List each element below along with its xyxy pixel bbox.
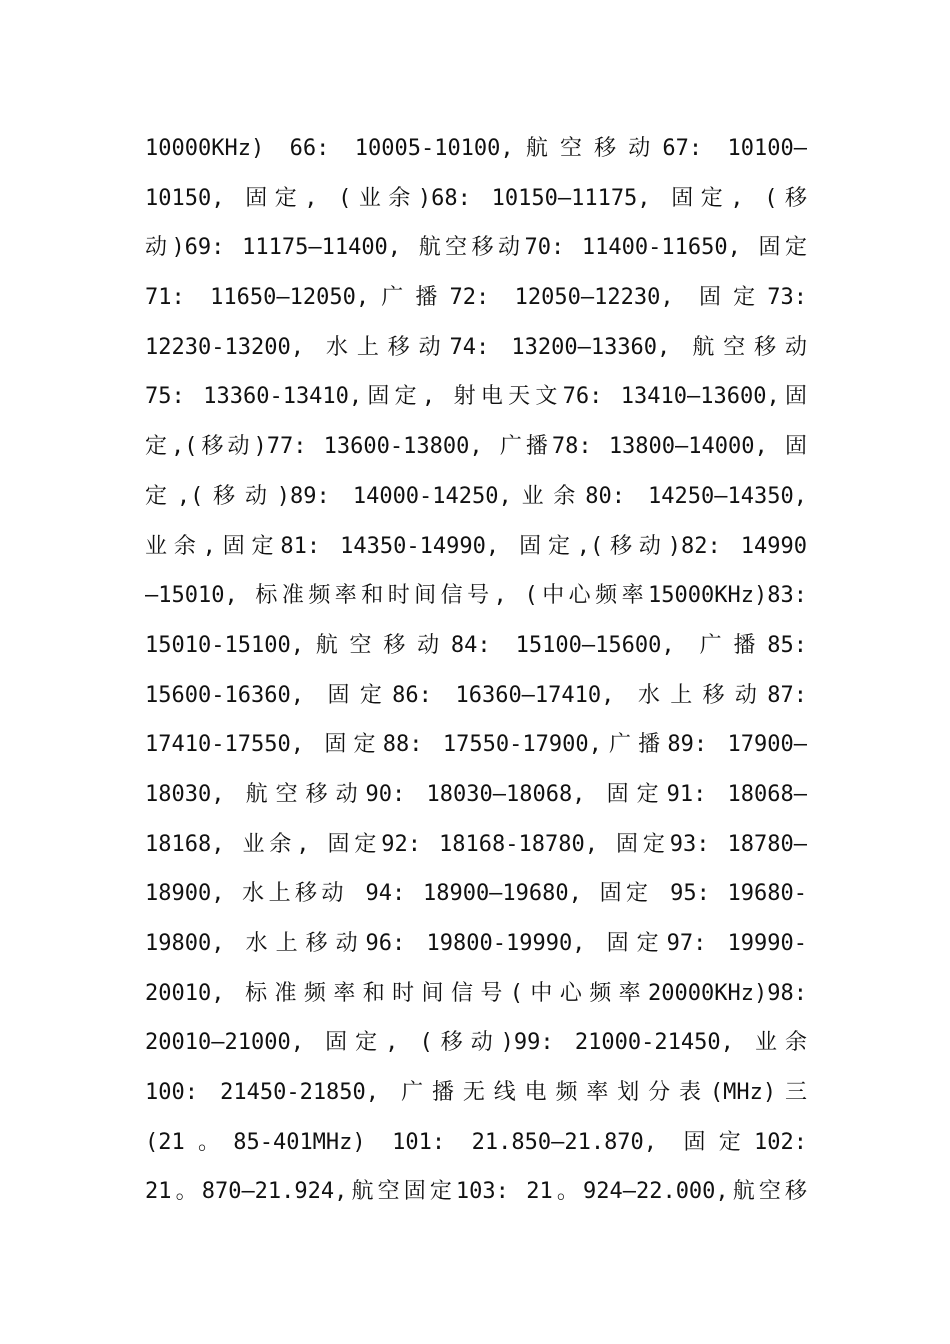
- text-line: 动)69: 11175—11400, 航空移动70: 11400-11650, 固定: [145, 235, 807, 261]
- text-line: 18030, 航空移动90: 18030—18068, 固定91: 18068—: [145, 781, 807, 807]
- text-line: 15600-16360, 固定86: 16360—17410, 水上移动87:: [145, 682, 807, 708]
- text-line: 定,(移动)89: 14000-14250,业余80: 14250—14350,: [145, 483, 807, 509]
- text-line: 业余,固定81: 14350-14990, 固定,(移动)82: 14990: [145, 533, 807, 559]
- document-body-text: [145, 124, 807, 1217]
- text-line: (21。85-401MHz) 101: 21.850—21.870, 固定102:: [145, 1129, 807, 1155]
- text-line: 10000KHz) 66: 10005-10100,航空移动67: 10100—: [145, 136, 807, 161]
- text-line: —15010, 标准频率和时间信号, (中心频率15000KHz)83:: [145, 583, 807, 609]
- text-line: 21。870—21.924,航空固定103: 21。924—22.000,航空移: [145, 1179, 807, 1205]
- text-line: 75: 13360-13410,固定, 射电天文76: 13410—13600,固: [145, 384, 807, 410]
- text-line: 定,(移动)77: 13600-13800, 广播78: 13800—14000, 固: [145, 434, 807, 460]
- text-line: 20010—21000, 固定, (移动)99: 21000-21450, 业余: [145, 1030, 807, 1056]
- text-line: 71: 11650—12050,广播72: 12050—12230, 固定73:: [145, 285, 807, 311]
- text-line: 15010-15100,航空移动84: 15100—15600, 广播85:: [145, 632, 807, 658]
- text-line: 17410-17550, 固定88: 17550-17900,广播89: 17900—: [145, 732, 807, 758]
- text-line: 20010, 标准频率和时间信号(中心频率20000KHz)98:: [145, 980, 807, 1006]
- text-line: 19800, 水上移动96: 19800-19990, 固定97: 19990-: [145, 931, 807, 956]
- text-line: 18900, 水上移动 94: 18900—19680, 固定 95: 19680-: [145, 881, 807, 907]
- text-line: 10150, 固定, (业余)68: 10150—11175, 固定, (移: [145, 185, 807, 211]
- text-line: 18168, 业余, 固定92: 18168-18780, 固定93: 18780—: [145, 831, 807, 857]
- text-line: 12230-13200, 水上移动74: 13200—13360, 航空移动: [145, 334, 807, 360]
- text-line: 100: 21450-21850, 广播无线电频率划分表(MHz)三: [145, 1080, 807, 1106]
